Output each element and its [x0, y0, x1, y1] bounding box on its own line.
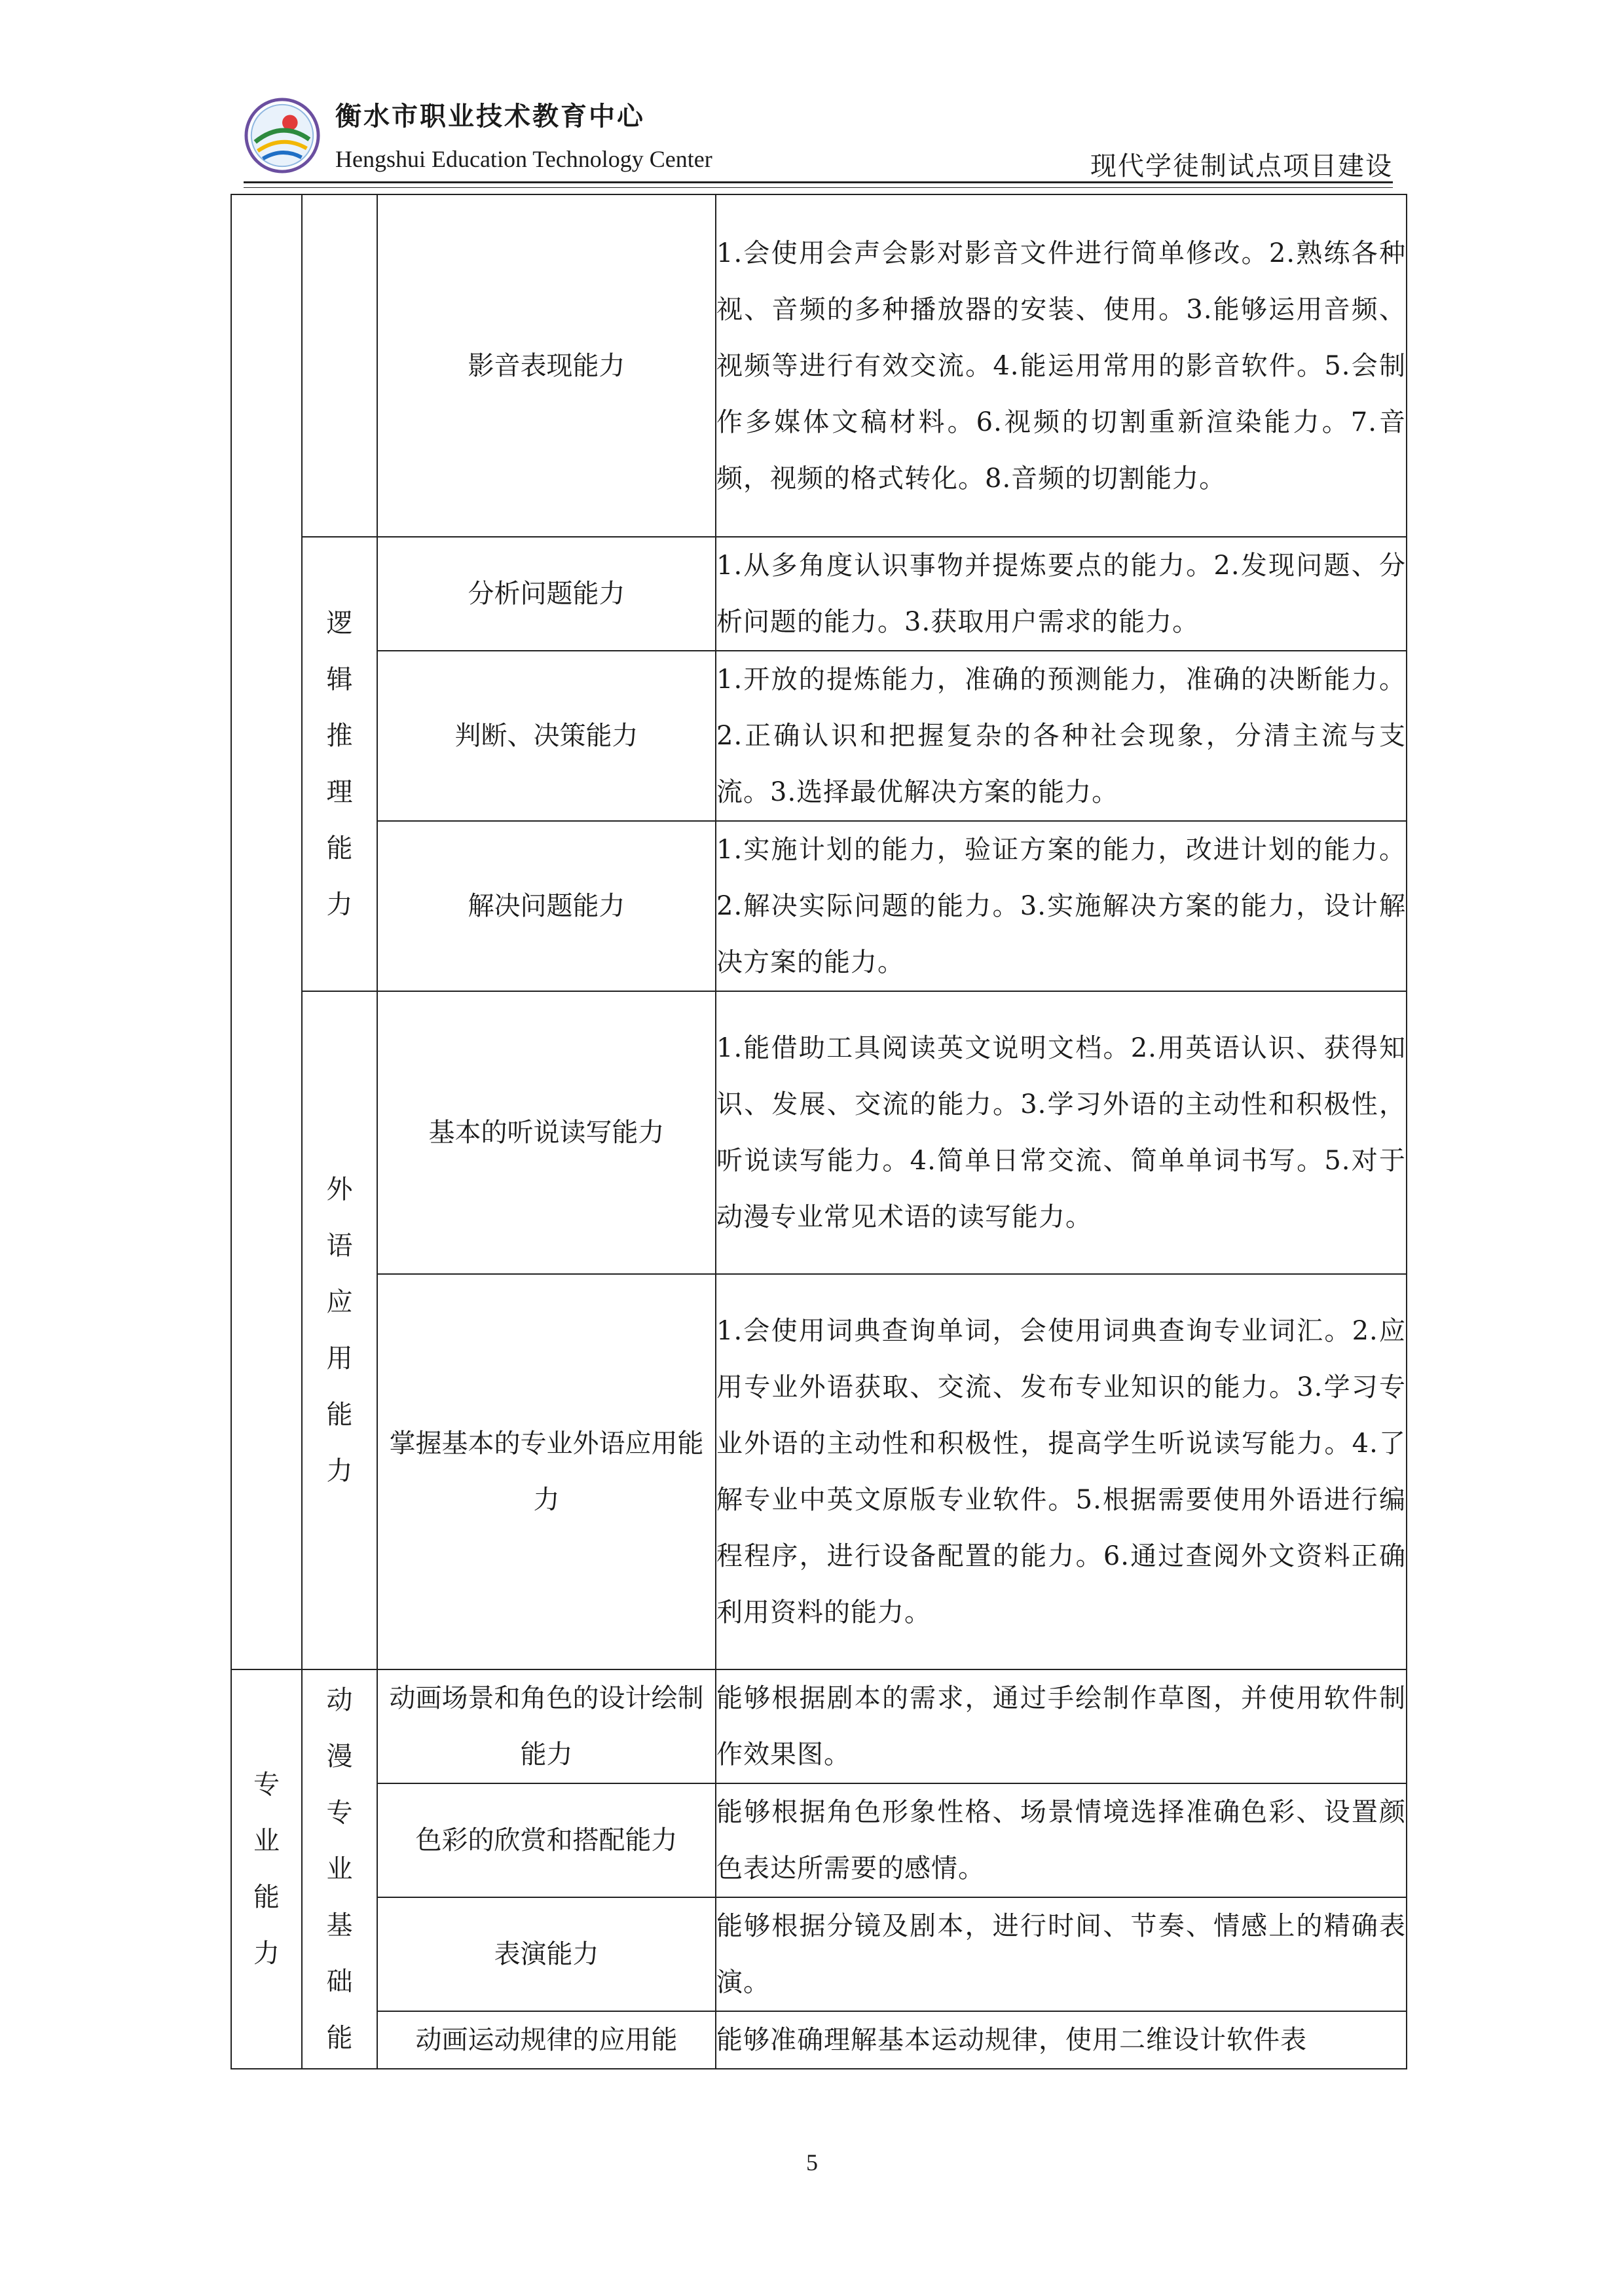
page-number: 5 — [806, 2149, 818, 2176]
header-rule-thin — [244, 187, 1393, 188]
ability-desc-cell: 1.会使用词典查询单词，会使用词典查询专业词汇。2.应用专业外语获取、交流、发布专业知识的能力。3.学习专业外语的主动性和积极性，提高学生听说读写能力。4.了解专业中英文原版专业软件。5.根据需要使用外语进行编程程序，进行设备配置的能力。6.通过查阅外文资料正确利用资料的能力。 — [716, 1274, 1407, 1669]
ability-desc-cell: 1.实施计划的能力，验证方案的能力，改进计划的能力。2.解决实际问题的能力。3.实施解决方案的能力，设计解决方案的能力。 — [716, 821, 1407, 991]
header-rule-thick — [244, 181, 1393, 183]
page-header — [244, 92, 1393, 187]
ability-name-cell: 色彩的欣赏和搭配能力 — [377, 1783, 716, 1897]
ability-desc-cell: 1.能借助工具阅读英文说明文档。2.用英语认识、获得知识、发展、交流的能力。3.学习外语的主动性和积极性，听说读写能力。4.简单日常交流、简单单词书写。5.对于动漫专业常见术语的读写能力。 — [716, 991, 1407, 1274]
table-row — [231, 821, 1407, 991]
ability-name-cell: 掌握基本的专业外语应用能力 — [377, 1274, 716, 1669]
ability-name-cell: 基本的听说读写能力 — [377, 991, 716, 1274]
table-row — [231, 991, 1407, 1274]
org-name-en: Hengshui Education Technology Center — [335, 146, 712, 172]
school-logo-icon — [244, 97, 321, 174]
ability-desc-cell: 1.从多角度认识事物并提炼要点的能力。2.发现问题、分析问题的能力。3.获取用户需求的能力。 — [716, 537, 1407, 651]
ability-name-cell: 动画运动规律的应用能 — [377, 2011, 716, 2069]
ability-desc-cell: 能够根据分镜及剧本，进行时间、节奏、情感上的精确表演。 — [716, 1897, 1407, 2011]
subcategory-cell: 动漫专业基础能 — [302, 1669, 377, 2069]
ability-desc-cell: 能够准确理解基本运动规律，使用二维设计软件表 — [716, 2011, 1407, 2069]
ability-name-cell: 动画场景和角色的设计绘制能力 — [377, 1669, 716, 1783]
table-row — [231, 537, 1407, 651]
ability-desc-cell: 能够根据角色形象性格、场景情境选择准确色彩、设置颜色表达所需要的感情。 — [716, 1783, 1407, 1897]
ability-desc-cell: 能够根据剧本的需求，通过手绘制作草图，并使用软件制作效果图。 — [716, 1669, 1407, 1783]
ability-name-cell: 表演能力 — [377, 1897, 716, 2011]
subcategory-cell: 逻辑推理能力 — [302, 537, 377, 991]
ability-desc-cell: 1.会使用会声会影对影音文件进行简单修改。2.熟练各种视、音频的多种播放器的安装、使用。3.能够运用音频、视频等进行有效交流。4.能运用常用的影音软件。5.会制作多媒体文稿材料。6.视频的切割重新渲染能力。7.音频，视频的格式转化。8.音频的切割能力。 — [716, 194, 1407, 537]
category-cell — [231, 194, 302, 1669]
project-title: 现代学徒制试点项目建设 — [1090, 151, 1393, 181]
table-row — [231, 1669, 1407, 1783]
ability-name-cell: 解决问题能力 — [377, 821, 716, 991]
category-cell: 专业能力 — [231, 1669, 302, 2069]
table-row — [231, 2011, 1407, 2069]
ability-desc-cell: 1.开放的提炼能力，准确的预测能力，准确的决断能力。2.正确认识和把握复杂的各种社会现象，分清主流与支流。3.选择最优解决方案的能力。 — [716, 651, 1407, 821]
table-row — [231, 651, 1407, 821]
table-row — [231, 194, 1407, 537]
ability-name-cell: 影音表现能力 — [377, 194, 716, 537]
table-row — [231, 1897, 1407, 2011]
ability-name-cell: 判断、决策能力 — [377, 651, 716, 821]
ability-table — [231, 194, 1407, 2069]
subcategory-cell: 外语应用能力 — [302, 991, 377, 1669]
subcategory-cell — [302, 194, 377, 537]
org-name-cn: 衡水市职业技术教育中心 — [335, 101, 645, 132]
ability-name-cell: 分析问题能力 — [377, 537, 716, 651]
table-row — [231, 1274, 1407, 1669]
table-row — [231, 1783, 1407, 1897]
